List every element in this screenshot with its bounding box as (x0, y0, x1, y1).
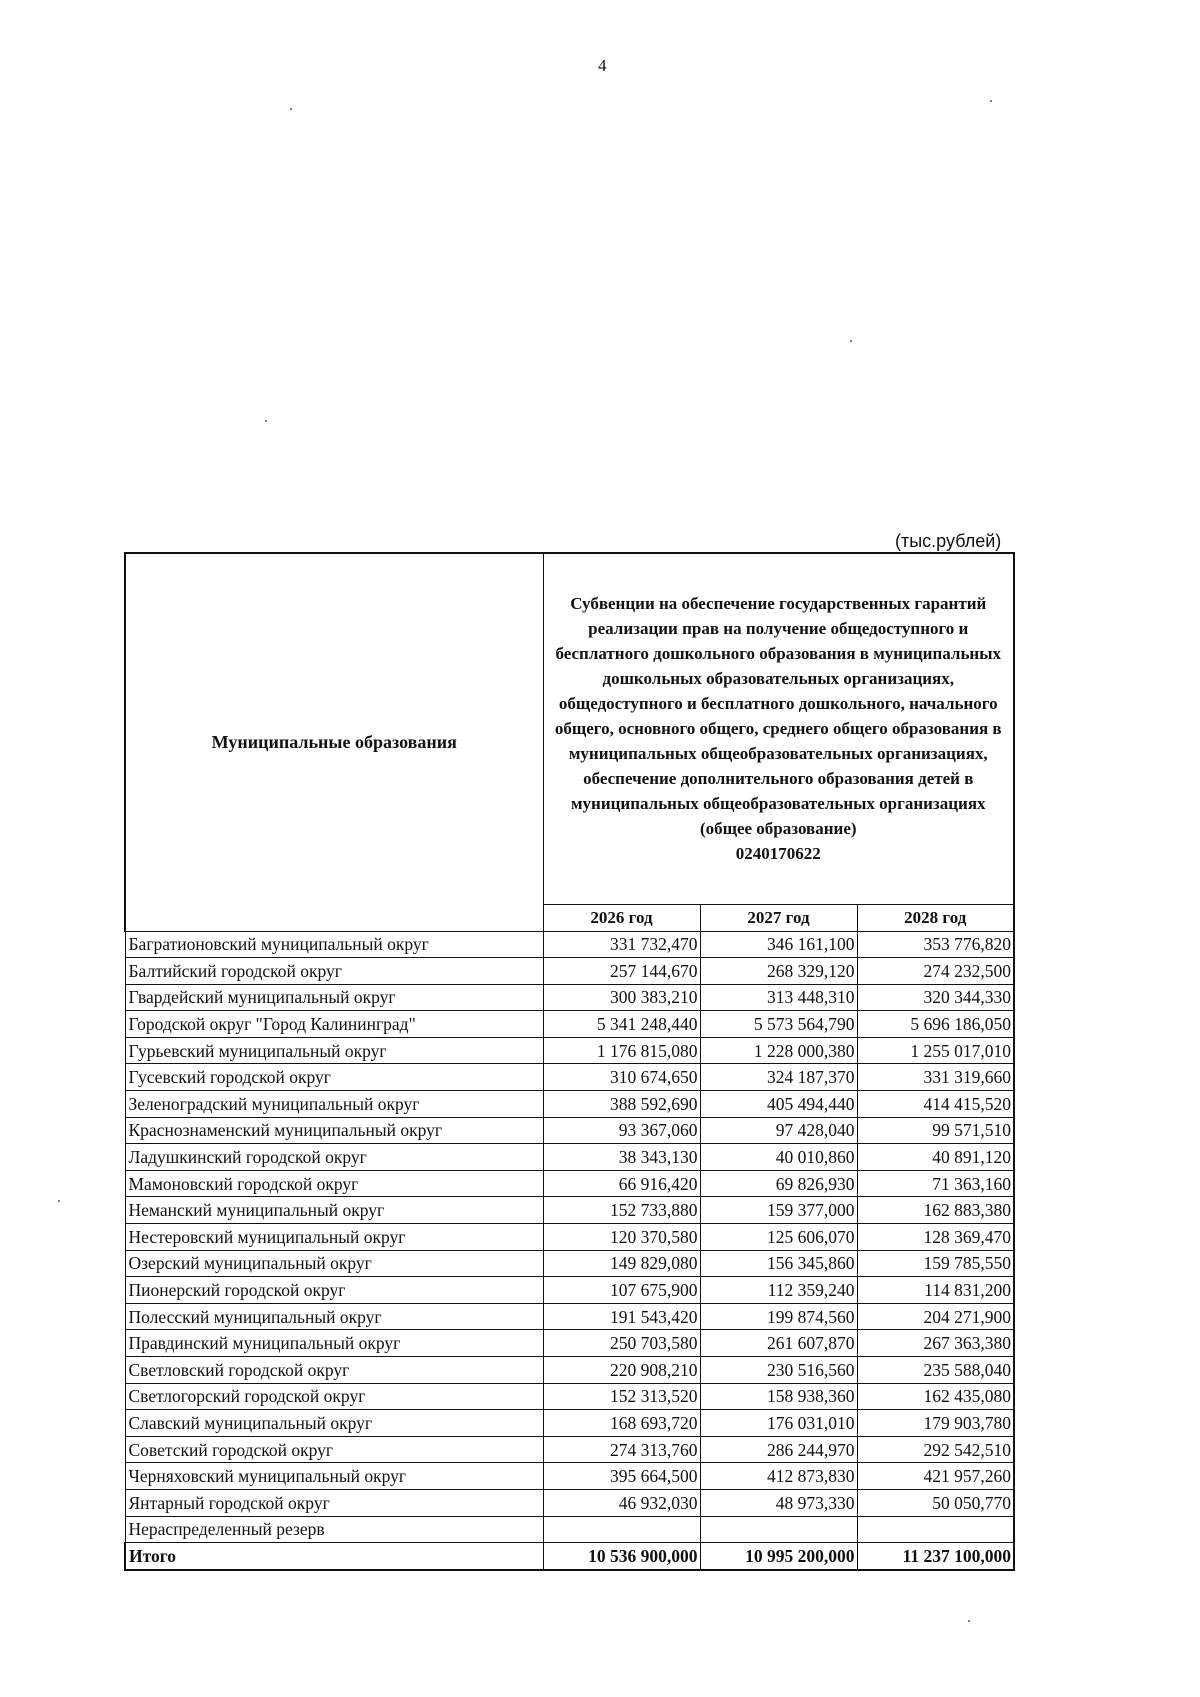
amount-2026: 1 176 815,080 (543, 1037, 700, 1064)
amount-2028: 331 319,660 (857, 1064, 1014, 1091)
municipality-name: Черняховский муниципальный округ (125, 1463, 543, 1490)
table-row (125, 931, 1014, 958)
amount-2027: 112 359,240 (700, 1277, 857, 1304)
amount-2027: 412 873,830 (700, 1463, 857, 1490)
scan-speck (58, 1200, 60, 1202)
amount-2028: 320 344,330 (857, 984, 1014, 1011)
subvention-table (124, 552, 1015, 1571)
amount-2027: 176 031,010 (700, 1410, 857, 1437)
amount-2027: 286 244,970 (700, 1436, 857, 1463)
table-row (125, 1117, 1014, 1144)
amount-2027: 159 377,000 (700, 1197, 857, 1224)
amount-2027: 261 607,870 (700, 1330, 857, 1357)
amount-2028: 11 237 100,000 (857, 1543, 1014, 1570)
amount-2027: 1 228 000,380 (700, 1037, 857, 1064)
municipality-name: Полесский муниципальный округ (125, 1303, 543, 1330)
municipality-name: Янтарный городской округ (125, 1489, 543, 1516)
amount-2028: 414 415,520 (857, 1091, 1014, 1118)
municipality-header: Муниципальные образования (125, 553, 543, 931)
table-row (125, 1277, 1014, 1304)
municipality-name: Светлогорский городской округ (125, 1383, 543, 1410)
municipality-name: Багратионовский муниципальный округ (125, 931, 543, 958)
scan-speck (265, 420, 267, 422)
amount-2027: 324 187,370 (700, 1064, 857, 1091)
amount-2027: 268 329,120 (700, 958, 857, 985)
table-body (125, 931, 1014, 1570)
table-row (125, 958, 1014, 985)
amount-2026: 220 908,210 (543, 1357, 700, 1384)
municipality-name: Пионерский городской округ (125, 1277, 543, 1304)
municipality-name: Ладушкинский городской округ (125, 1144, 543, 1171)
municipality-name: Неманский муниципальный округ (125, 1197, 543, 1224)
municipality-name: Нестеровский муниципальный округ (125, 1224, 543, 1251)
amount-2028: 162 883,380 (857, 1197, 1014, 1224)
amount-2026: 149 829,080 (543, 1250, 700, 1277)
table-row (125, 1170, 1014, 1197)
amount-2028: 114 831,200 (857, 1277, 1014, 1304)
table-row (125, 1224, 1014, 1251)
amount-2026: 274 313,760 (543, 1436, 700, 1463)
amount-2027: 156 345,860 (700, 1250, 857, 1277)
amount-2027: 199 874,560 (700, 1303, 857, 1330)
amount-2028: 159 785,550 (857, 1250, 1014, 1277)
table-row (125, 1489, 1014, 1516)
table-row (125, 1303, 1014, 1330)
amount-2028: 421 957,260 (857, 1463, 1014, 1490)
municipality-name: Итого (125, 1543, 543, 1570)
amount-2028: 40 891,120 (857, 1144, 1014, 1171)
table-row (125, 1410, 1014, 1437)
amount-2028: 50 050,770 (857, 1489, 1014, 1516)
table-row (125, 1037, 1014, 1064)
table-row (125, 1463, 1014, 1490)
amount-2028: 267 363,380 (857, 1330, 1014, 1357)
amount-2027: 313 448,310 (700, 984, 857, 1011)
table-row (125, 1197, 1014, 1224)
amount-2027: 69 826,930 (700, 1170, 857, 1197)
municipality-name: Зеленоградский муниципальный округ (125, 1091, 543, 1118)
unit-note: (тыс.рублей) (895, 531, 1002, 551)
amount-2028: 179 903,780 (857, 1410, 1014, 1437)
subvention-table-container (124, 552, 1015, 1571)
amount-2028: 128 369,470 (857, 1224, 1014, 1251)
municipality-name: Гусевский городской округ (125, 1064, 543, 1091)
amount-2028: 353 776,820 (857, 931, 1014, 958)
table-row (125, 1011, 1014, 1038)
amount-2028: 5 696 186,050 (857, 1011, 1014, 1038)
amount-2027: 48 973,330 (700, 1489, 857, 1516)
municipality-name: Славский муниципальный округ (125, 1410, 543, 1437)
amount-2027: 97 428,040 (700, 1117, 857, 1144)
municipality-name: Балтийский городской округ (125, 958, 543, 985)
amount-2026: 168 693,720 (543, 1410, 700, 1437)
amount-2027: 346 161,100 (700, 931, 857, 958)
municipality-name: Гурьевский муниципальный округ (125, 1037, 543, 1064)
amount-2026: 5 341 248,440 (543, 1011, 700, 1038)
municipality-name: Нераспределенный резерв (125, 1516, 543, 1543)
municipality-name: Озерский муниципальный округ (125, 1250, 543, 1277)
amount-2028: 204 271,900 (857, 1303, 1014, 1330)
amount-2027: 405 494,440 (700, 1091, 857, 1118)
amount-2026: 152 313,520 (543, 1383, 700, 1410)
table-row (125, 1383, 1014, 1410)
table-row (125, 1330, 1014, 1357)
amount-2026: 120 370,580 (543, 1224, 700, 1251)
amount-2026: 46 932,030 (543, 1489, 700, 1516)
description-header (543, 553, 1014, 904)
table-row (125, 1064, 1014, 1091)
amount-2028 (857, 1516, 1014, 1543)
amount-2026: 66 916,420 (543, 1170, 700, 1197)
scan-speck (968, 1620, 970, 1622)
amount-2026: 250 703,580 (543, 1330, 700, 1357)
amount-2028: 274 232,500 (857, 958, 1014, 985)
amount-2027: 125 606,070 (700, 1224, 857, 1251)
amount-2026: 310 674,650 (543, 1064, 700, 1091)
municipality-name: Светловский городской округ (125, 1357, 543, 1384)
table-row (125, 1144, 1014, 1171)
amount-2026: 300 383,210 (543, 984, 700, 1011)
municipality-name: Гвардейский муниципальный округ (125, 984, 543, 1011)
municipality-name: Городской округ "Город Калининград" (125, 1011, 543, 1038)
amount-2026: 107 675,900 (543, 1277, 700, 1304)
description-text: Субвенции на обеспечение государственных гарантий реализации прав на получение общедоступного и бесплатного дошкольного образования в муниципальных дошкольных образовательных организациях, общедоступного и бесплатного дошкольного, начального общего, основного общего, среднего общего образования в муниципальных общеобразовательных организациях, обеспечение дополнительного образования детей в муниципальных общеобразовательных организациях (общее образование) (554, 594, 1002, 839)
amount-2026: 395 664,500 (543, 1463, 700, 1490)
amount-2026 (543, 1516, 700, 1543)
table-row (125, 1091, 1014, 1118)
municipality-name: Мамоновский городской округ (125, 1170, 543, 1197)
amount-2026: 93 367,060 (543, 1117, 700, 1144)
amount-2026: 257 144,670 (543, 958, 700, 985)
table-row (125, 1516, 1014, 1543)
table-row (125, 1357, 1014, 1384)
amount-2027: 40 010,860 (700, 1144, 857, 1171)
municipality-name: Краснознаменский муниципальный округ (125, 1117, 543, 1144)
amount-2026: 191 543,420 (543, 1303, 700, 1330)
amount-2028: 71 363,160 (857, 1170, 1014, 1197)
table-row (125, 1436, 1014, 1463)
table-row (125, 1250, 1014, 1277)
municipality-name: Правдинский муниципальный округ (125, 1330, 543, 1357)
amount-2026: 152 733,880 (543, 1197, 700, 1224)
amount-2027 (700, 1516, 857, 1543)
amount-2027: 10 995 200,000 (700, 1543, 857, 1570)
amount-2027: 5 573 564,790 (700, 1011, 857, 1038)
amount-2028: 1 255 017,010 (857, 1037, 1014, 1064)
scan-speck (990, 100, 992, 102)
scan-speck (850, 340, 852, 342)
amount-2027: 158 938,360 (700, 1383, 857, 1410)
amount-2026: 38 343,130 (543, 1144, 700, 1171)
total-row (125, 1543, 1014, 1570)
budget-code: 0240170622 (735, 844, 821, 864)
year-header: 2026 год (543, 904, 700, 931)
year-header: 2027 год (700, 904, 857, 931)
amount-2027: 230 516,560 (700, 1357, 857, 1384)
scan-speck (290, 108, 292, 110)
amount-2028: 235 588,040 (857, 1357, 1014, 1384)
municipality-name: Советский городской округ (125, 1436, 543, 1463)
year-header: 2028 год (857, 904, 1014, 931)
page-number: 4 (598, 56, 607, 75)
amount-2028: 292 542,510 (857, 1436, 1014, 1463)
amount-2028: 162 435,080 (857, 1383, 1014, 1410)
amount-2026: 388 592,690 (543, 1091, 700, 1118)
amount-2026: 10 536 900,000 (543, 1543, 700, 1570)
amount-2026: 331 732,470 (543, 931, 700, 958)
amount-2028: 99 571,510 (857, 1117, 1014, 1144)
table-row (125, 984, 1014, 1011)
